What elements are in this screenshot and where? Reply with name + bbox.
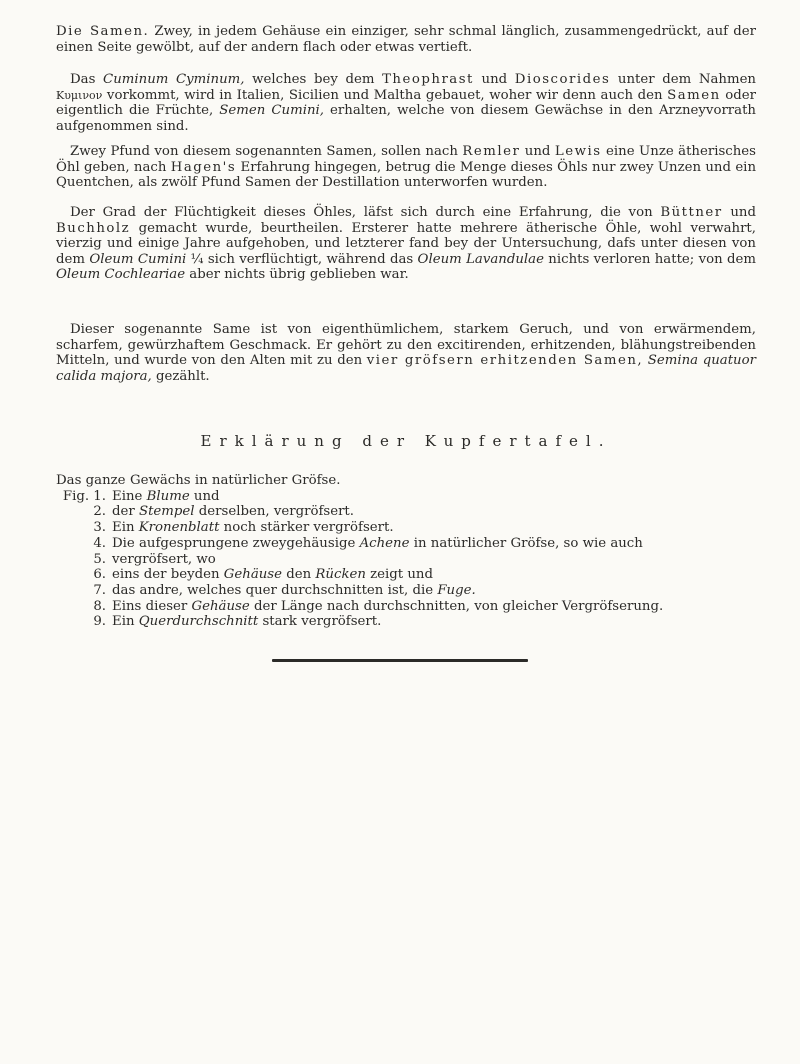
author-name: Lewis (554, 144, 602, 159)
latin-term: Oleum Lavandulae (417, 251, 544, 267)
latin-term: Oleum Cochleariae (56, 267, 186, 283)
figure-term: Rücken (315, 567, 366, 583)
figure-intro (56, 473, 756, 489)
figure-term: Gehäuse (223, 567, 283, 583)
paragraph-properties (56, 322, 756, 384)
text-span: Eins dieser (112, 598, 192, 614)
paragraph-cuminum (56, 72, 756, 134)
figure-term: Fuge. (437, 582, 476, 598)
text-span: vergröfsert, wo (112, 551, 216, 567)
figure-term: Querdurchschnitt (138, 614, 259, 630)
author-name: Buchholz (56, 220, 131, 236)
paragraph-seeds (56, 24, 756, 55)
text-span: den (282, 567, 316, 583)
text-span: stark vergröfsert. (258, 614, 382, 630)
text-span: noch stärker vergröfsert. (219, 520, 394, 536)
text-span: und (520, 144, 555, 159)
text-span: in natürlicher Gröfse, so wie auch (409, 535, 643, 551)
author-name: Dioscorides (514, 72, 611, 87)
paragraph-oil-yield (56, 144, 756, 191)
text-span: erhalten, welche von diesem Gewächse in den Arzneyvorrath aufgenommen sind. (56, 103, 756, 134)
latin-term: Semen Cumini, (219, 103, 325, 119)
text-span: gezählt. (151, 368, 210, 384)
text-span: und (189, 488, 220, 504)
text-span: und (473, 72, 515, 87)
figure-number: Fig. 1. (62, 488, 106, 504)
text-span: gemacht wurde, beurtheilen. Ersterer hatte mehrere ätherische Öhle, wohl verwahrt, vierzig und einige Jahre aufgehoben, und letzterer fand bey der Untersuchung, dafs unter diesen von dem (56, 220, 756, 267)
text-span: Ein (112, 614, 139, 630)
term: vier gröfsern erhitzenden Samen, (366, 353, 644, 369)
author-name: Theophrast (382, 72, 474, 87)
text-span: der Länge nach durchschnitten, von gleicher Vergröfserung. (249, 598, 664, 614)
text-span: Zwey Pfund von diesem sogenannten Samen, sollen nach (70, 144, 463, 159)
figure-item (56, 599, 756, 615)
text-span: derselben, vergröfsert. (194, 504, 355, 520)
species-name: Cuminum Cyminum, (103, 72, 245, 87)
text-span: unter dem Nahmen (610, 72, 756, 87)
figure-description (112, 504, 756, 520)
author-name: Hagen's (170, 159, 237, 175)
text-span: zeigt und (365, 567, 434, 583)
figure-item (56, 520, 756, 536)
figure-term: Stempel (138, 504, 195, 520)
text-span: oder eigentlich die Früchte, (56, 87, 756, 119)
text-span: nichts verloren hatte; von dem (543, 251, 757, 267)
text-span: der (112, 504, 139, 520)
latin-term: Oleum Cumini (89, 251, 187, 267)
latin-term: Semina quatuor calida majora, (56, 353, 756, 384)
figure-term: Kronenblatt (138, 520, 220, 536)
figure-list (56, 489, 756, 630)
text-span: eine Unze ätherisches Öhl geben, nach (56, 144, 756, 175)
text-span: Erfahrung hingegen, betrug die Menge dieses Öhls nur zwey Unzen und ein Quentchen, als zwölf Pfund Samen der Destillation unterworfen wurden. (56, 159, 757, 191)
text-span: Der Grad der Flüchtigkeit dieses Öhles, läfst sich durch eine Erfahrung, die von (70, 205, 661, 220)
text-span: aber nichts übrig geblieben war. (185, 267, 409, 283)
closing-rule (272, 659, 528, 662)
figure-term: Blume (146, 488, 190, 504)
figure-description (112, 536, 756, 552)
figure-legend (56, 473, 756, 630)
text-span: Die aufgesprungene zweygehäusige (112, 535, 360, 551)
figure-item (56, 504, 756, 520)
text-span: Eine (112, 488, 147, 504)
figure-description (112, 567, 756, 583)
figure-term: Gehäuse (191, 598, 250, 614)
figure-item (56, 552, 756, 568)
figure-number: 9. (93, 614, 106, 630)
figure-item (56, 567, 756, 583)
figure-number: 7. (93, 582, 106, 598)
figure-number: 4. (93, 535, 106, 551)
figure-description (112, 520, 756, 536)
paragraph-volatility (56, 205, 756, 283)
figure-description (112, 583, 756, 599)
term: Samen (667, 87, 721, 103)
text-span: das andre, welches quer durchschnitten ist, die (112, 582, 438, 598)
seeds-text: Zwey, in jedem Gehäuse ein einziger, sehr schmal länglich, zusammengedrückt, auf der einen Seite gewölbt, auf der andern flach oder etwas vertieft. (56, 24, 756, 55)
text-span: Das (70, 72, 104, 87)
figure-description (112, 599, 756, 615)
figure-item (56, 489, 756, 505)
figure-description (112, 489, 756, 505)
text-span: Dieser sogenannte Same ist von eigenthümlichem, starkem Geruch, und von erwärmendem, scharfem, gewürzhaftem Geschmack. Er gehört zu den excitirenden, erhitzenden, blähungstreibenden Mitteln, und wurde von den Alten mit zu den (56, 322, 756, 369)
figure-intro-label: Das ganze (56, 473, 126, 488)
figure-number: 8. (93, 598, 106, 614)
plate-title: Erklärung der Kupfertafel. (200, 432, 612, 450)
figure-number: 2. (93, 504, 106, 520)
text-span: eins der beyden (112, 567, 224, 583)
text-span: Ein (112, 520, 139, 536)
figure-description (112, 614, 756, 630)
figure-term: Achene (359, 535, 410, 551)
author-name: Remler (462, 144, 521, 159)
figure-item (56, 583, 756, 599)
text-span: und (722, 205, 756, 220)
figure-intro-text: Gewächs in natürlicher Gröfse. (130, 473, 341, 488)
author-name: Büttner (660, 205, 723, 220)
text-span: vorkommt, wird in Italien, Sicilien und Maltha gebauet, woher wir denn auch den (102, 87, 668, 103)
figure-number: 6. (93, 567, 106, 583)
figure-number: 3. (93, 520, 106, 536)
text-span: ¼ sich verflüchtigt, während das (186, 251, 418, 267)
figure-number: 5. (93, 551, 106, 567)
figure-item (56, 536, 756, 552)
greek-term: Κυμινον (56, 88, 103, 102)
text-span: welches bey dem (244, 72, 383, 87)
figure-item (56, 614, 756, 630)
seeds-heading: Die Samen. (56, 24, 150, 39)
figure-description (112, 552, 756, 568)
